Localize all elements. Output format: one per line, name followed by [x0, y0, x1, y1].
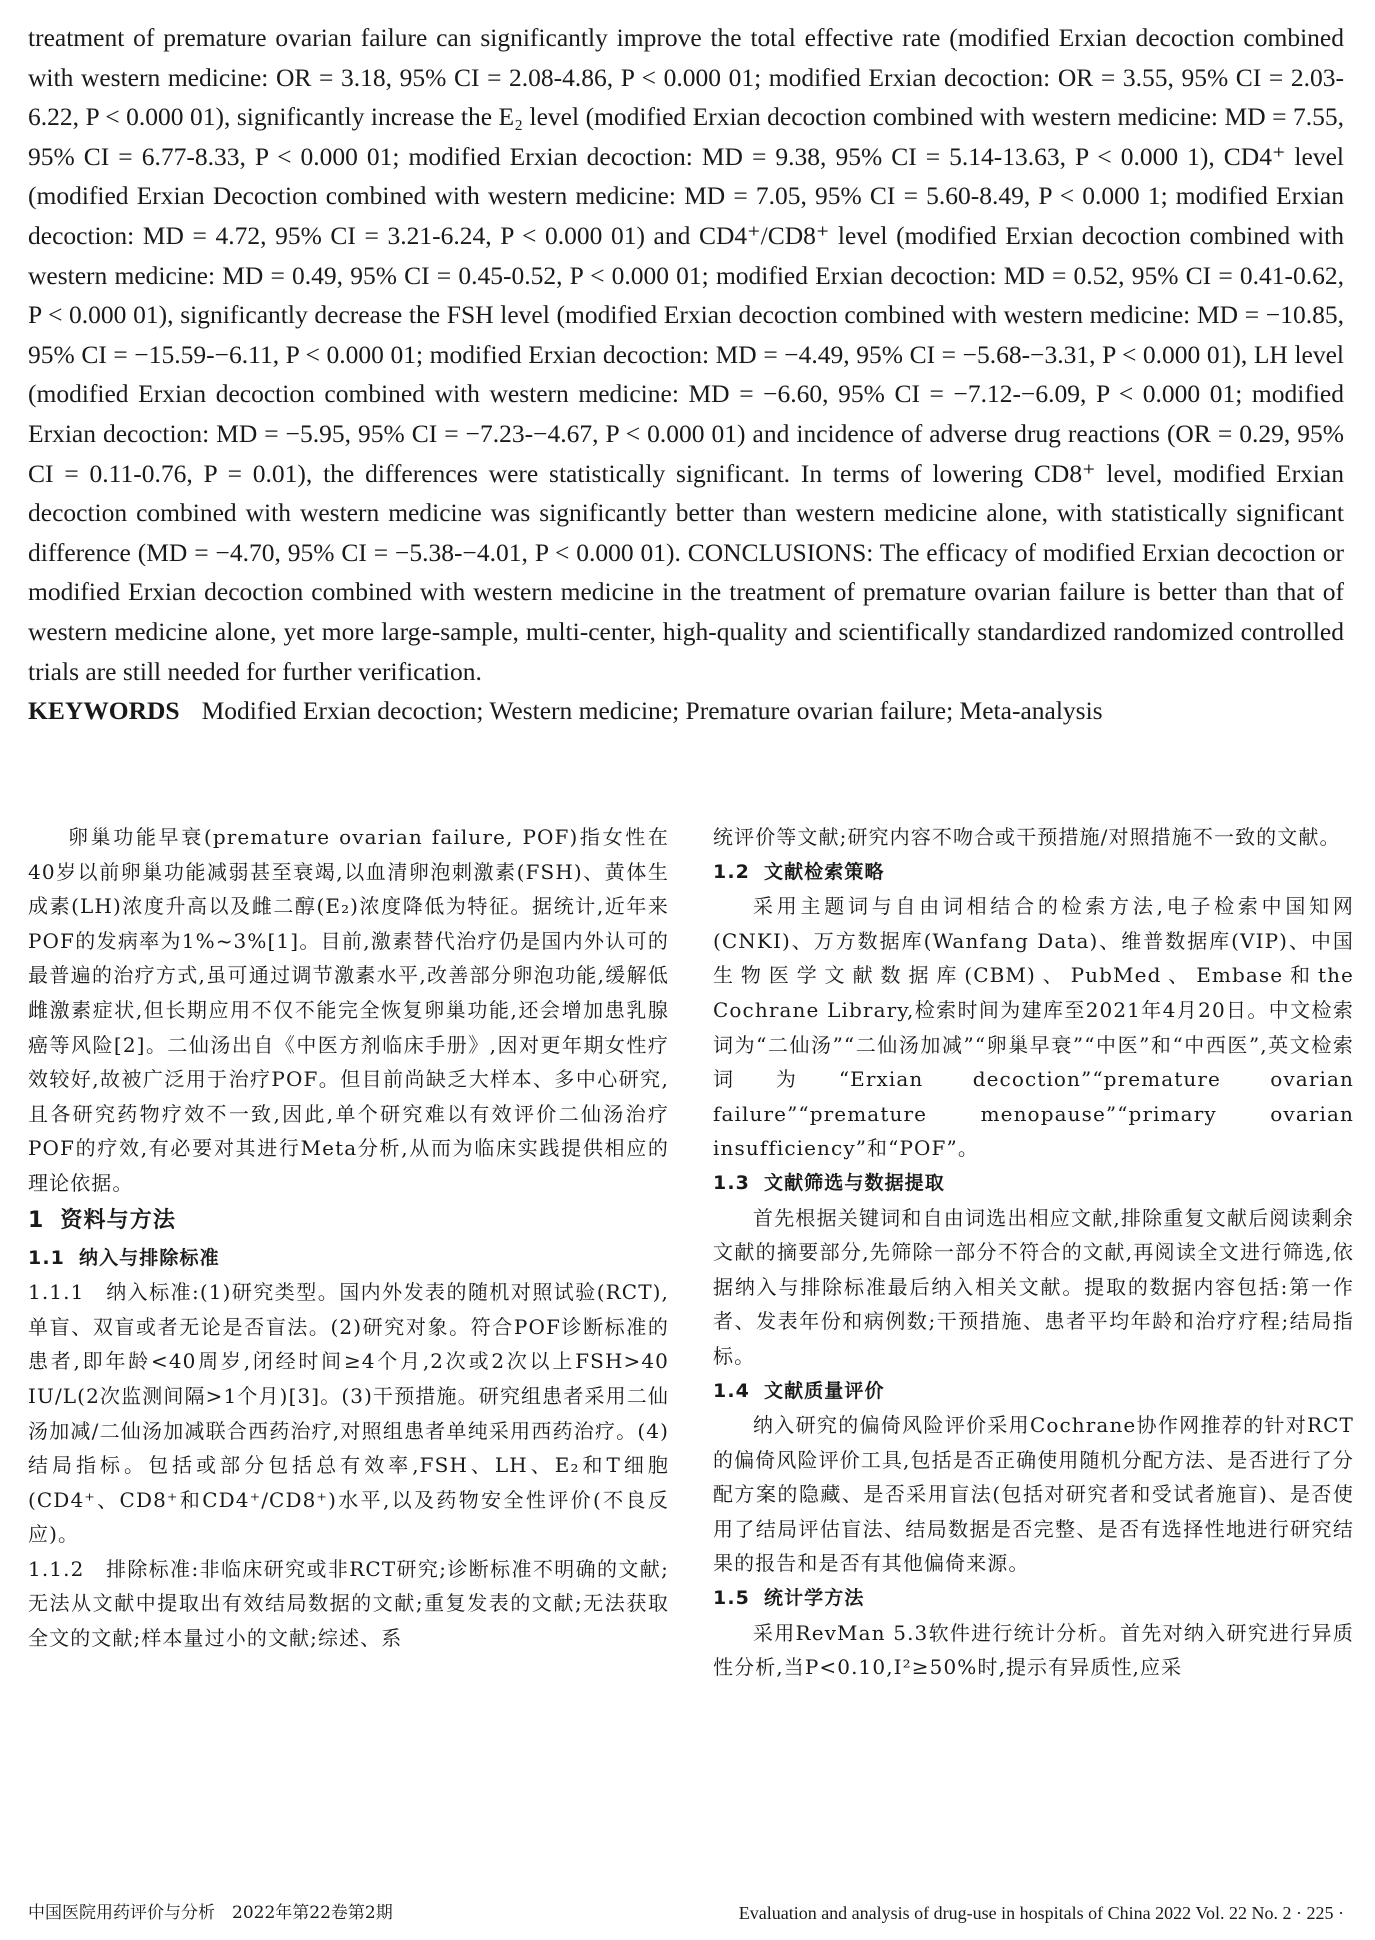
- english-abstract: [28, 18, 1344, 731]
- search-strategy-paragraph: 采用主题词与自由词相结合的检索方法,电子检索中国知网(CNKI)、万方数据库(Wanfang Data)、维普数据库(VIP)、中国生物医学文献数据库(CBM)、PubMed、Embase和the Cochrane Library,检索时间为建库至2021年4月20日。中文检索词为“二仙汤”“二仙汤加减”“卵巢早衰”“中医”和“中西医”,英文检索词为“Erxian decoction”“premature ovarian failure”“premature menopause”“primary ovarian insufficiency”和“POF”。: [713, 894, 1354, 1161]
- footer-journal-english: Evaluation and analysis of drug-use in hospitals of China 2022 Vol. 22 No. 2 · 225 ·: [738, 1903, 1344, 1923]
- screening-paragraph: 首先根据关键词和自由词选出相应文献,排除重复文献后阅读剩余文献的摘要部分,先筛除一部分不符合的文献,再阅读全文进行筛选,依据纳入与排除标准最后纳入相关文献。提取的数据内容包括:第一作者、发表年份和病例数;干预措施、患者平均年龄和治疗疗程;结局指标。: [713, 1205, 1354, 1368]
- introduction-paragraph: 卵巢功能早衰(premature ovarian failure, POF)指女性在40岁以前卵巢功能减弱甚至衰竭,以血清卵泡刺激素(FSH)、黄体生成素(LH)浓度升高以及雌二醇(E₂)浓度降低为特征。据统计,近年来POF的发病率为1%~3%[1]。目前,激素替代治疗仍是国内外认可的最普遍的治疗方式,虽可通过调节激素水平,改善部分卵泡功能,缓解低雌激素症状,但长期应用不仅不能完全恢复卵巢功能,还会增加患乳腺癌等风险[2]。二仙汤出自《中医方剂临床手册》,因对更年期女性疗效较好,故被广泛用于治疗POF。但目前尚缺乏大样本、多中心研究,且各研究药物疗效不一致,因此,单个研究难以有效评价二仙汤治疗POF的疗效,有必要对其进行Meta分析,从而为临床实践提供相应的理论依据。: [28, 825, 669, 1195]
- keywords-label: KEYWORDS: [28, 696, 180, 726]
- subsection-number: 1.4: [713, 1379, 750, 1402]
- right-column: [713, 820, 1354, 1685]
- subsection-title: 文献筛选与数据提取: [763, 1171, 945, 1194]
- subsection-number: 1.1: [28, 1246, 65, 1269]
- page-footer: [28, 1898, 1344, 1928]
- subsection-title: 纳入与排除标准: [78, 1246, 220, 1269]
- subsection-title: 文献检索策略: [763, 860, 885, 883]
- section-heading-methods: [28, 1203, 669, 1239]
- subsection-heading-criteria: [28, 1241, 669, 1276]
- abstract-results-conclusions: treatment of premature ovarian failure can significantly improve the total effective rate (modified Erxian decoction combined with western medicine: OR = 3.18, 95% CI = 2.08-4.86, P < 0.000 01; modified Erxian decoction: OR = 3.55, 95% CI = 2.03-6.22, P < 0.000 01), significantly increase the E₂ level (modified Erxian decoction combined with western medicine: MD = 7.55, 95% CI = 6.77-8.33, P < 0.000 01; modified Erxian decoction: MD = 9.38, 95% CI = 5.14-13.63, P < 0.000 1), CD4⁺ level (modified Erxian Decoction combined with western medicine: MD = 7.05, 95% CI = 5.60-8.49, P < 0.000 1; modified Erxian decoction: MD = 4.72, 95% CI = 3.21-6.24, P < 0.000 01) and CD4⁺/CD8⁺ level (modified Erxian decoction combined with western medicine: MD = 0.49, 95% CI = 0.45-0.52, P < 0.000 01; modified Erxian decoction: MD = 0.52, 95% CI = 0.41-0.62, P < 0.000 01), significantly decrease the FSH level (modified Erxian decoction combined with western medicine: MD = −10.85, 95% CI = −15.59-−6.11, P < 0.000 01; modified Erxian decoction: MD = −4.49, 95% CI = −5.68-−3.31, P < 0.000 01), LH level (modified Erxian decoction combined with western medicine: MD = −6.60, 95% CI = −7.12-−6.09, P < 0.000 01; modified Erxian decoction: MD = −5.95, 95% CI = −7.23-−4.67, P < 0.000 01) and incidence of adverse drug reactions (OR = 0.29, 95% CI = 0.11-0.76, P = 0.01), the differences were statistically significant. In terms of lowering CD8⁺ level, modified Erxian decoction combined with western medicine was significantly better than western medicine alone, with statistically significant difference (MD = −4.70, 95% CI = −5.38-−4.01, P < 0.000 01). CONCLUSIONS: The efficacy of modified Erxian decoction or modified Erxian decoction combined with western medicine in the treatment of premature ovarian failure is better than that of western medicine alone, yet more large-sample, multi-center, high-quality and scientifically standardized randomized controlled trials are still needed for further verification.: [28, 23, 1344, 686]
- subsection-number: 1.2: [713, 860, 750, 883]
- subsection-heading-screening: [713, 1166, 1354, 1201]
- left-column: [28, 820, 669, 1656]
- subsection-heading-quality: [713, 1374, 1354, 1409]
- continued-paragraph: 统评价等文献;研究内容不吻合或干预措施/对照措施不一致的文献。: [713, 825, 1341, 849]
- subsection-title: 统计学方法: [763, 1587, 865, 1610]
- footer-journal-chinese: 中国医院用药评价与分析 2022年第22卷第2期: [28, 1903, 393, 1923]
- statistics-paragraph: 采用RevMan 5.3软件进行统计分析。首先对纳入研究进行异质性分析,当P<0.10,I²≥50%时,提示有异质性,应采: [713, 1620, 1354, 1680]
- inclusion-criteria-paragraph: 1.1.1 纳入标准:(1)研究类型。国内外发表的随机对照试验(RCT),单盲、双盲或者无论是否盲法。(2)研究对象。符合POF诊断标准的患者,即年龄<40周岁,闭经时间≥4个月,2次或2次以上FSH>40 IU/L(2次监测间隔>1个月)[3]。(3)干预措施。研究组患者采用二仙汤加减/二仙汤加减联合西药治疗,对照组患者单纯采用西药治疗。(4)结局指标。包括或部分包括总有效率,FSH、LH、E₂和T细胞(CD4⁺、CD8⁺和CD4⁺/CD8⁺)水平,以及药物安全性评价(不良反应)。: [28, 1280, 669, 1547]
- subsection-number: 1.3: [713, 1171, 750, 1194]
- subsection-number: 1.5: [713, 1587, 750, 1610]
- exclusion-criteria-paragraph: 1.1.2 排除标准:非临床研究或非RCT研究;诊断标准不明确的文献;无法从文献中提取出有效结局数据的文献;重复发表的文献;无法获取全文的文献;样本量过小的文献;综述、系: [28, 1556, 669, 1651]
- quality-assessment-paragraph: 纳入研究的偏倚风险评价采用Cochrane协作网推荐的针对RCT的偏倚风险评价工具,包括是否正确使用随机分配方法、是否进行了分配方案的隐藏、是否采用盲法(包括对研究者和受试者施盲)、是否使用了结局评估盲法、结局数据是否完整、是否有选择性地进行研究结果的报告和是否有其他偏倚来源。: [713, 1413, 1354, 1576]
- subsection-heading-search: [713, 855, 1354, 890]
- keywords-line: [28, 691, 1344, 731]
- keywords-list: Modified Erxian decoction; Western medicine; Premature ovarian failure; Meta-analysis: [201, 696, 1103, 726]
- subsection-title: 文献质量评价: [763, 1379, 885, 1402]
- subsection-heading-statistics: [713, 1581, 1354, 1616]
- section-title: 资料与方法: [60, 1207, 176, 1233]
- section-number: 1: [28, 1207, 45, 1233]
